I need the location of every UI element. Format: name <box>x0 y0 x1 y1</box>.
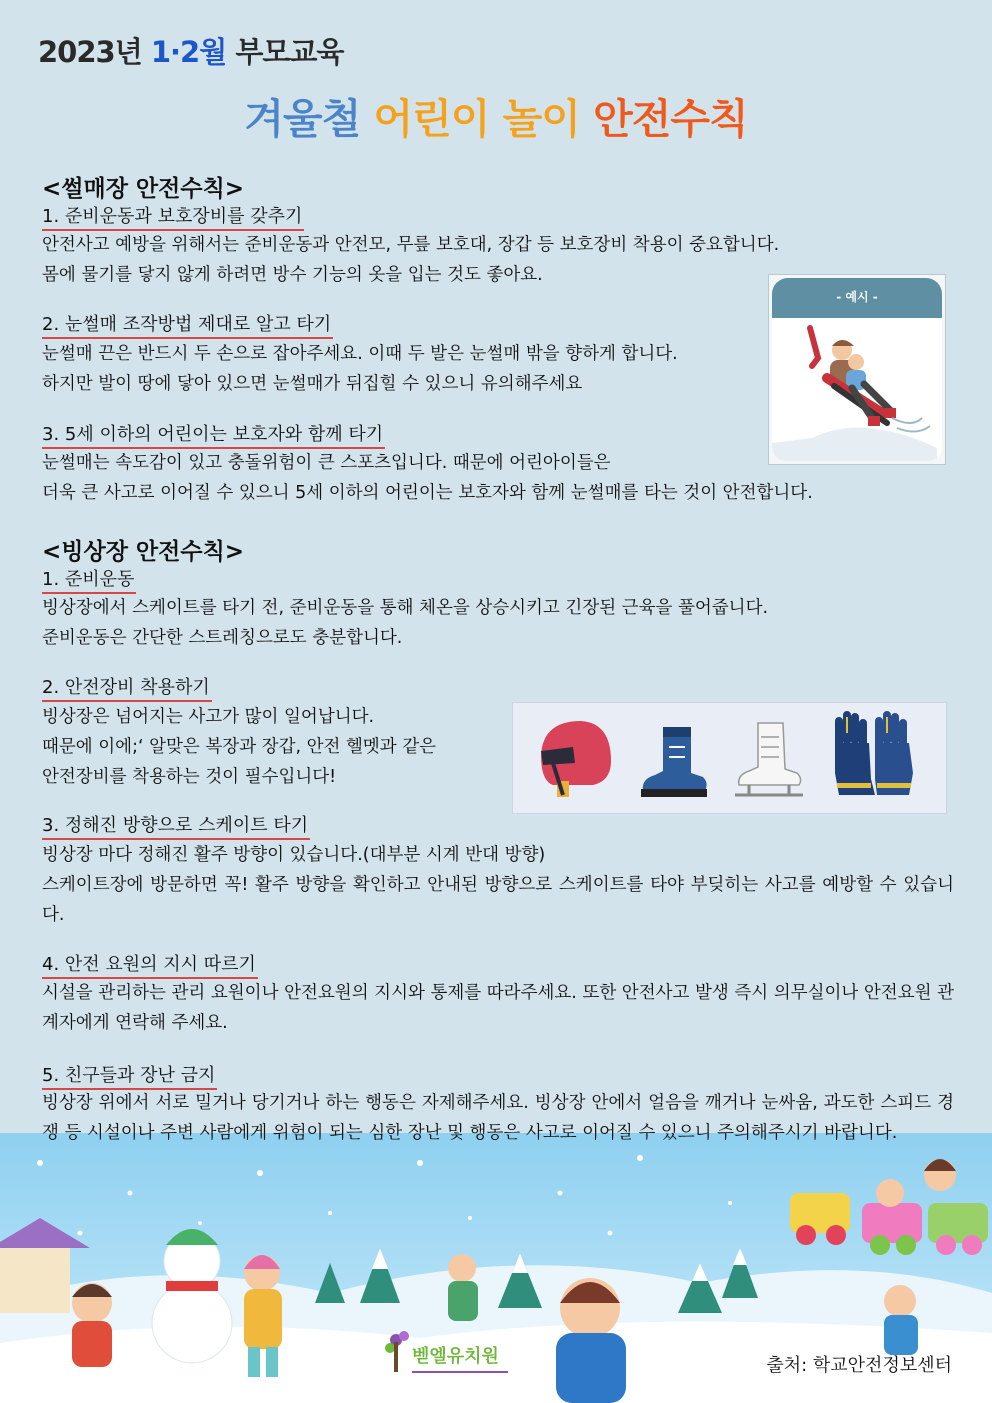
sled-item-1-title: 1. 준비운동과 보호장비를 갖추기 <box>42 206 304 231</box>
ice-heading: <빙상장 안전수칙> <box>42 539 245 565</box>
ice-item-1-text: 빙상장에서 스케이트를 타기 전, 준비운동을 통해 체온을 상승시키고 긴장된 근육을 풀어줍니다. 준비운동은 간단한 스트레칭으로도 충분합니다. <box>42 598 769 648</box>
title-part3: 안전수칙 <box>593 95 748 143</box>
sled-heading: <썰매장 안전수칙> <box>42 176 245 202</box>
ice-item-3-text: 빙상장 마다 정해진 활주 방향이 있습니다.(대부분 시계 반대 방향) 스케이트장에 방문하면 꼭! 활주 방향을 확인하고 안내된 방향으로 스케이트를 타야 부딪히는 사고를 예방할 수 있습니다. <box>42 845 954 925</box>
sled-item-3-text: 눈썰매는 속도감이 있고 충돌위험이 큰 스포츠입니다. 때문에 어린아이들은 더욱 큰 사고로 이어질 수 있으니 5세 이하의 어린이는 보호자와 함께 눈썰매를 타는 것이 안전합니다. <box>42 453 813 503</box>
source-credit: 출처: 학교안전정보센터 <box>766 1355 952 1376</box>
ice-item-4-text: 시설을 관리하는 관리 요원이나 안전요원의 지시와 통제를 따라주세요. 또한 안전사고 발생 즉시 의무실이나 안전요원 관계자에게 연락해 주세요. <box>42 983 954 1033</box>
example-label: - 예시 - <box>772 278 942 318</box>
ice-item-4-title: 4. 안전 요원의 지시 따르기 <box>42 954 258 979</box>
header-year: 2023년 <box>38 35 142 69</box>
header-label: 부모교육 <box>235 35 344 69</box>
logo-text: 벧엘유치원 <box>412 1346 499 1367</box>
ice-item-2-text: 빙상장은 넘어지는 사고가 많이 일어납니다. 때문에 이에;‘ 알맞은 복장과 장갑, 안전 헬멧과 같은 안전장비를 착용하는 것이 필수입니다! <box>42 707 437 787</box>
helmet-icon <box>541 721 611 797</box>
ice-item-3-title: 3. 정해진 방향으로 스케이트 타기 <box>42 815 310 840</box>
ice-item-5-title: 5. 친구들과 장난 금지 <box>42 1065 217 1090</box>
safety-gear-image <box>512 702 947 814</box>
title-part2: 어린이 놀이 <box>373 95 580 143</box>
header-month: 1·2월 <box>150 35 227 69</box>
sled-item-2-title: 2. 눈썰매 조작방법 제대로 알고 타기 <box>42 314 333 339</box>
sledding-kids-illustration <box>772 318 942 461</box>
sled-item-1-text: 안전사고 예방을 위해서는 준비운동과 안전모, 무릎 보호대, 장갑 등 보호장비 착용이 중요합니다. 몸에 물기를 닿지 않게 하려면 방수 기능의 옷을 입는 것도 좋아요. <box>42 235 780 285</box>
sled-item-3-title: 3. 5세 이하의 어린이는 보호자와 함께 타기 <box>42 424 385 449</box>
title-part1: 겨울철 <box>244 95 361 143</box>
ice-item-2-title: 2. 안전장비 착용하기 <box>42 677 212 702</box>
sled-item-2-text: 눈썰매 끈은 반드시 두 손으로 잡아주세요. 이때 두 발은 눈썰매 밖을 향하게 합니다. 하지만 발이 땅에 닿아 있으면 눈썰매가 뒤집힐 수 있으니 유의해주세요 <box>42 344 678 394</box>
ice-skate-icon <box>735 723 803 795</box>
ice-item-5-text: 빙상장 위에서 서로 밀거나 당기거나 하는 행동은 자제해주세요. 빙상장 안에서 얼음을 깨거나 눈싸움, 과도한 스피드 경쟁 등 시설이나 주변 사람에게 위험이 되는 심한 장난 및 행동은 사고로 이어질 수 있으니 주의해주시기 바랍니다. <box>42 1093 954 1143</box>
kindergarten-logo <box>382 1328 512 1384</box>
ice-item-1-title: 1. 준비운동 <box>42 569 136 594</box>
header <box>38 30 343 71</box>
sled-example-image <box>768 274 946 465</box>
gloves-icon <box>835 715 913 795</box>
page-title <box>0 86 992 145</box>
boot-icon <box>641 727 707 797</box>
